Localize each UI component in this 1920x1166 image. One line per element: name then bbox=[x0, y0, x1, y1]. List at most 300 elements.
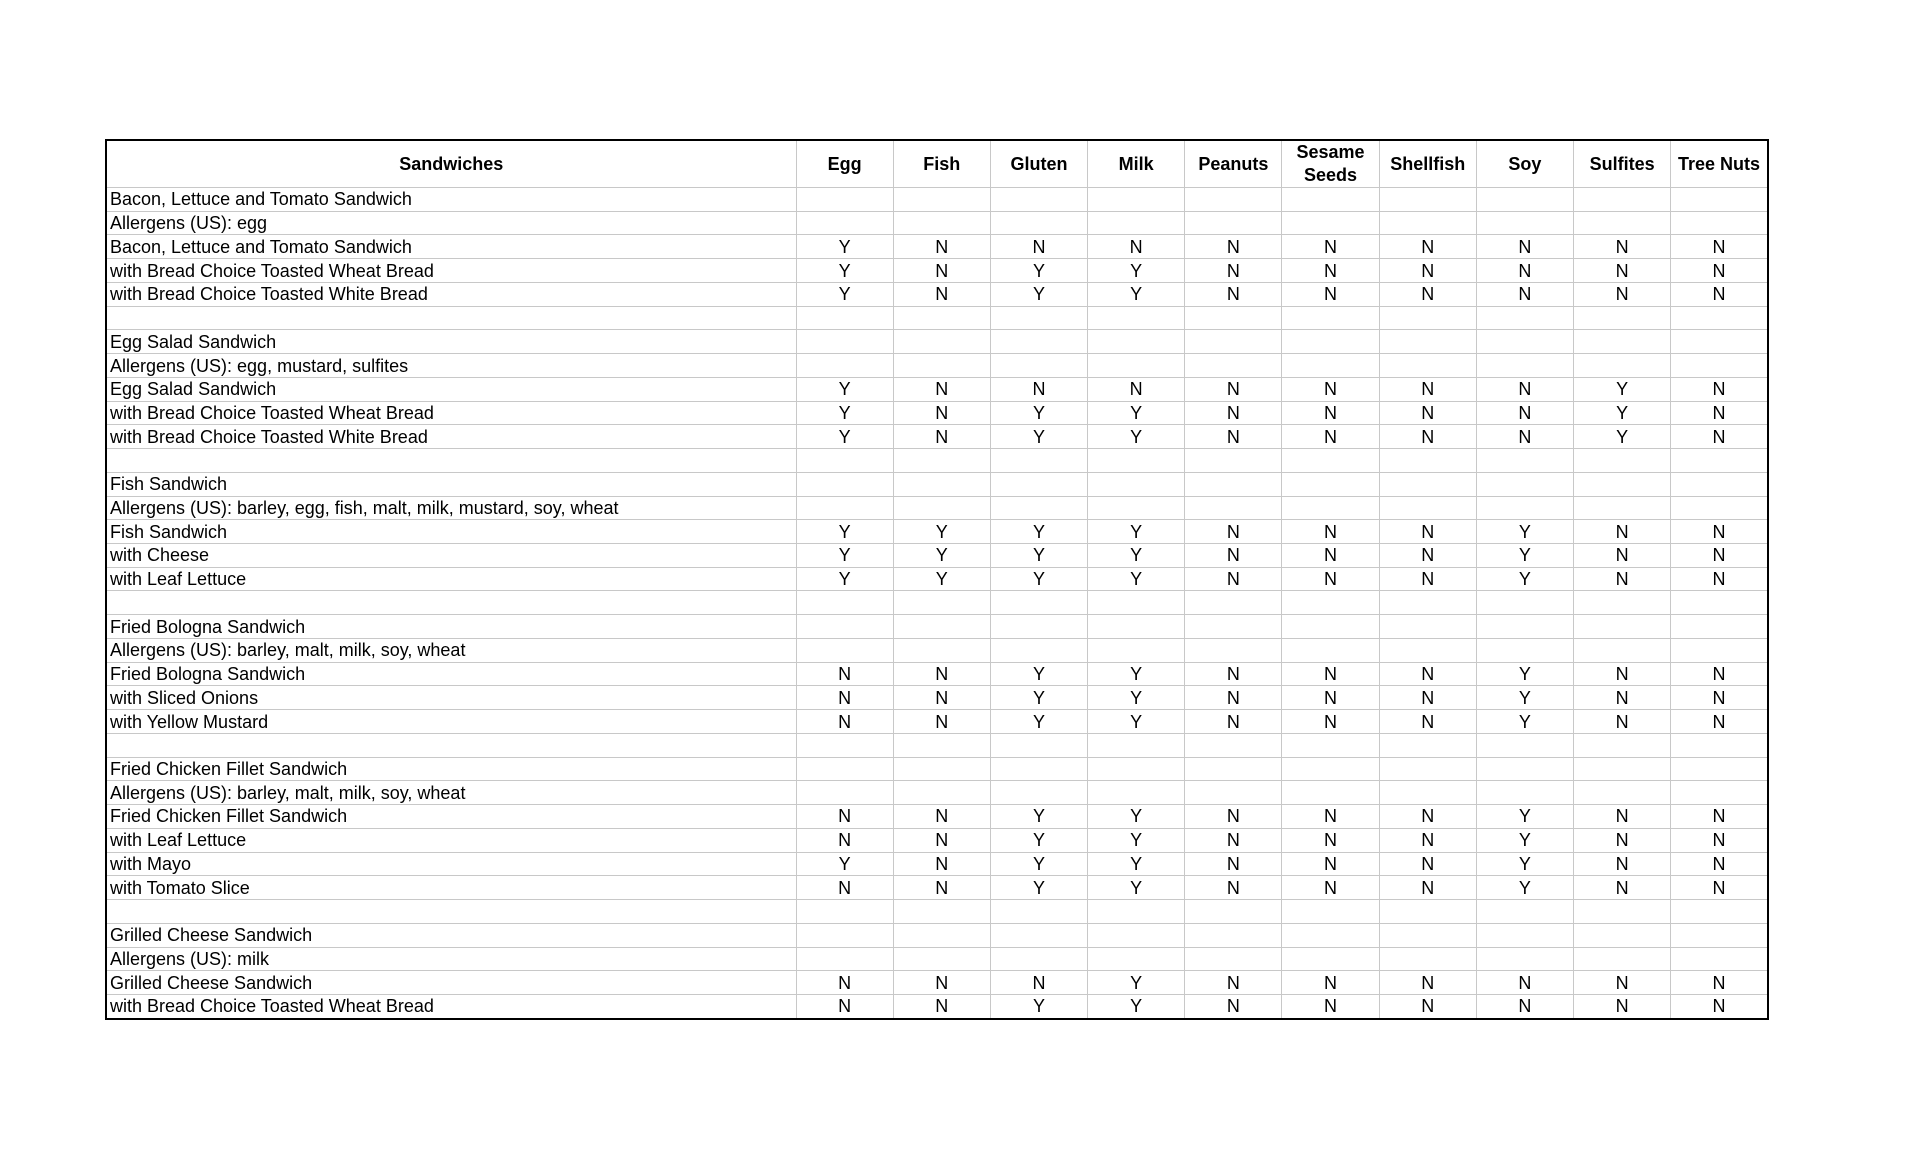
allergen-cell bbox=[796, 781, 893, 805]
allergen-cell bbox=[893, 188, 990, 212]
row-label: Fried Chicken Fillet Sandwich bbox=[106, 805, 796, 829]
column-header-sandwiches: Sandwiches bbox=[106, 140, 796, 188]
column-header-gluten: Gluten bbox=[990, 140, 1087, 188]
allergen-cell bbox=[1671, 638, 1768, 662]
allergen-cell bbox=[796, 591, 893, 615]
allergen-cell: N bbox=[1476, 282, 1573, 306]
allergen-cell: N bbox=[1476, 425, 1573, 449]
allergen-cell bbox=[990, 900, 1087, 924]
allergen-cell bbox=[1379, 330, 1476, 354]
table-row bbox=[106, 971, 1768, 995]
allergen-cell: N bbox=[1185, 401, 1282, 425]
allergen-cell: N bbox=[1379, 662, 1476, 686]
allergen-cell: N bbox=[893, 828, 990, 852]
allergen-cell bbox=[1476, 188, 1573, 212]
allergen-cell: N bbox=[1671, 805, 1768, 829]
allergen-cell: N bbox=[1671, 259, 1768, 283]
allergen-cell: N bbox=[1282, 710, 1379, 734]
allergen-cell: N bbox=[1476, 377, 1573, 401]
allergen-cell bbox=[1379, 923, 1476, 947]
allergen-cell: N bbox=[796, 686, 893, 710]
allergen-cell bbox=[1088, 923, 1185, 947]
allergen-cell: N bbox=[1379, 235, 1476, 259]
allergen-cell bbox=[1574, 781, 1671, 805]
allergen-cell bbox=[1088, 188, 1185, 212]
allergen-cell: N bbox=[796, 828, 893, 852]
allergen-cell: N bbox=[1282, 282, 1379, 306]
allergen-cell: N bbox=[1185, 710, 1282, 734]
allergen-cell bbox=[1671, 211, 1768, 235]
allergen-cell: Y bbox=[796, 377, 893, 401]
allergen-cell bbox=[893, 638, 990, 662]
allergen-cell bbox=[1476, 354, 1573, 378]
allergen-cell: N bbox=[1379, 971, 1476, 995]
allergen-cell: Y bbox=[990, 876, 1087, 900]
allergen-cell: N bbox=[1574, 710, 1671, 734]
allergen-cell bbox=[1185, 615, 1282, 639]
allergen-cell bbox=[796, 638, 893, 662]
allergen-cell bbox=[1574, 472, 1671, 496]
allergen-cell bbox=[1476, 733, 1573, 757]
allergen-cell bbox=[1185, 306, 1282, 330]
allergen-cell: Y bbox=[1088, 567, 1185, 591]
allergen-cell bbox=[990, 354, 1087, 378]
allergen-cell: N bbox=[1574, 662, 1671, 686]
allergen-cell bbox=[1185, 638, 1282, 662]
allergen-cell bbox=[1574, 900, 1671, 924]
allergen-cell bbox=[1379, 211, 1476, 235]
table-row bbox=[106, 828, 1768, 852]
allergen-cell bbox=[1282, 781, 1379, 805]
allergen-cell: Y bbox=[1574, 377, 1671, 401]
allergen-cell: Y bbox=[1088, 971, 1185, 995]
allergen-cell bbox=[990, 615, 1087, 639]
allergen-cell bbox=[1282, 615, 1379, 639]
allergen-cell: N bbox=[1671, 686, 1768, 710]
allergen-cell: N bbox=[1379, 401, 1476, 425]
allergen-cell: N bbox=[1671, 425, 1768, 449]
allergen-cell: N bbox=[1282, 235, 1379, 259]
allergen-cell: Y bbox=[1088, 994, 1185, 1019]
allergen-cell: N bbox=[893, 971, 990, 995]
allergen-cell bbox=[1574, 947, 1671, 971]
allergen-cell: N bbox=[1671, 544, 1768, 568]
allergen-cell bbox=[796, 472, 893, 496]
row-label: Fried Bologna Sandwich bbox=[106, 662, 796, 686]
allergen-cell: Y bbox=[990, 852, 1087, 876]
allergen-cell bbox=[1476, 923, 1573, 947]
allergen-cell: N bbox=[893, 686, 990, 710]
row-label: Allergens (US): egg bbox=[106, 211, 796, 235]
allergen-cell: N bbox=[893, 235, 990, 259]
allergen-cell bbox=[1671, 496, 1768, 520]
allergen-cell: N bbox=[1379, 282, 1476, 306]
allergen-cell bbox=[1185, 733, 1282, 757]
allergen-cell: N bbox=[1476, 971, 1573, 995]
allergen-cell: Y bbox=[796, 544, 893, 568]
allergen-cell: Y bbox=[1476, 662, 1573, 686]
allergen-cell: Y bbox=[990, 686, 1087, 710]
allergen-cell: Y bbox=[1476, 876, 1573, 900]
allergen-cell bbox=[1185, 900, 1282, 924]
row-label: with Bread Choice Toasted Wheat Bread bbox=[106, 259, 796, 283]
allergen-cell: N bbox=[1671, 235, 1768, 259]
allergen-cell bbox=[1671, 306, 1768, 330]
allergen-cell: N bbox=[1574, 876, 1671, 900]
row-label: Grilled Cheese Sandwich bbox=[106, 923, 796, 947]
allergen-cell bbox=[893, 591, 990, 615]
table-row bbox=[106, 282, 1768, 306]
allergen-cell bbox=[1185, 781, 1282, 805]
row-label bbox=[106, 733, 796, 757]
allergen-cell bbox=[1671, 354, 1768, 378]
allergen-cell bbox=[1476, 591, 1573, 615]
allergen-cell: N bbox=[1088, 235, 1185, 259]
table-row bbox=[106, 567, 1768, 591]
allergen-cell bbox=[893, 947, 990, 971]
allergen-cell: Y bbox=[990, 805, 1087, 829]
allergen-cell: Y bbox=[1476, 828, 1573, 852]
allergen-cell: N bbox=[1185, 662, 1282, 686]
allergen-cell: N bbox=[893, 876, 990, 900]
allergen-cell bbox=[1185, 211, 1282, 235]
allergen-cell: N bbox=[1282, 544, 1379, 568]
allergen-cell: Y bbox=[796, 520, 893, 544]
table-row bbox=[106, 544, 1768, 568]
table-row bbox=[106, 377, 1768, 401]
allergen-cell: Y bbox=[1476, 544, 1573, 568]
allergen-cell: N bbox=[1282, 994, 1379, 1019]
allergen-cell: Y bbox=[796, 235, 893, 259]
allergen-cell bbox=[1671, 330, 1768, 354]
allergen-cell bbox=[796, 900, 893, 924]
allergen-cell bbox=[1185, 330, 1282, 354]
allergen-cell: Y bbox=[1088, 686, 1185, 710]
allergen-cell: N bbox=[796, 971, 893, 995]
allergen-cell: N bbox=[1476, 235, 1573, 259]
allergen-cell bbox=[1671, 188, 1768, 212]
row-label: Egg Salad Sandwich bbox=[106, 330, 796, 354]
allergen-cell: N bbox=[1574, 852, 1671, 876]
allergen-cell bbox=[893, 306, 990, 330]
allergen-cell: Y bbox=[796, 425, 893, 449]
allergen-cell bbox=[990, 638, 1087, 662]
allergen-cell: N bbox=[1671, 852, 1768, 876]
allergen-cell: N bbox=[990, 971, 1087, 995]
allergen-cell: N bbox=[1671, 994, 1768, 1019]
allergen-cell bbox=[1088, 615, 1185, 639]
allergen-cell: Y bbox=[796, 852, 893, 876]
allergen-cell: N bbox=[990, 377, 1087, 401]
allergen-cell bbox=[990, 733, 1087, 757]
allergen-cell: N bbox=[1671, 567, 1768, 591]
row-label: Egg Salad Sandwich bbox=[106, 377, 796, 401]
allergen-cell bbox=[1379, 496, 1476, 520]
table-row bbox=[106, 662, 1768, 686]
allergen-cell bbox=[1671, 900, 1768, 924]
allergen-cell: Y bbox=[1476, 520, 1573, 544]
allergen-cell bbox=[1476, 900, 1573, 924]
allergen-cell: Y bbox=[990, 828, 1087, 852]
allergen-cell: N bbox=[796, 994, 893, 1019]
allergen-cell: Y bbox=[796, 282, 893, 306]
allergen-cell bbox=[1671, 615, 1768, 639]
allergen-cell: N bbox=[1574, 994, 1671, 1019]
allergen-cell bbox=[893, 757, 990, 781]
allergen-cell: Y bbox=[990, 401, 1087, 425]
allergen-cell: Y bbox=[796, 567, 893, 591]
allergen-cell bbox=[1185, 591, 1282, 615]
allergen-cell bbox=[1476, 781, 1573, 805]
row-label: with Sliced Onions bbox=[106, 686, 796, 710]
allergen-cell: Y bbox=[1088, 852, 1185, 876]
allergen-cell bbox=[796, 615, 893, 639]
row-label: Allergens (US): barley, egg, fish, malt, milk, mustard, soy, wheat bbox=[106, 496, 796, 520]
allergen-cell bbox=[990, 781, 1087, 805]
allergen-cell bbox=[1282, 638, 1379, 662]
allergen-cell: N bbox=[1671, 662, 1768, 686]
row-label: Allergens (US): barley, malt, milk, soy, wheat bbox=[106, 781, 796, 805]
allergen-cell: Y bbox=[1088, 259, 1185, 283]
allergen-cell bbox=[1185, 188, 1282, 212]
allergen-cell: N bbox=[796, 876, 893, 900]
allergen-cell: N bbox=[1185, 567, 1282, 591]
row-label: Fried Chicken Fillet Sandwich bbox=[106, 757, 796, 781]
table-row bbox=[106, 876, 1768, 900]
allergen-cell bbox=[1088, 354, 1185, 378]
allergen-cell bbox=[1088, 211, 1185, 235]
allergen-cell: Y bbox=[990, 662, 1087, 686]
allergen-cell: N bbox=[990, 235, 1087, 259]
allergen-cell: N bbox=[1282, 377, 1379, 401]
allergen-cell bbox=[1379, 306, 1476, 330]
table-body bbox=[106, 188, 1768, 1020]
allergen-cell: Y bbox=[990, 994, 1087, 1019]
allergen-cell bbox=[1574, 188, 1671, 212]
allergen-cell: Y bbox=[1088, 710, 1185, 734]
allergen-cell: N bbox=[1282, 852, 1379, 876]
table-row bbox=[106, 496, 1768, 520]
allergen-cell bbox=[1574, 615, 1671, 639]
table-row bbox=[106, 686, 1768, 710]
allergen-cell: N bbox=[1282, 805, 1379, 829]
allergen-cell bbox=[1185, 757, 1282, 781]
allergen-cell bbox=[1088, 496, 1185, 520]
column-header-milk: Milk bbox=[1088, 140, 1185, 188]
allergen-cell bbox=[990, 472, 1087, 496]
column-header-peanuts: Peanuts bbox=[1185, 140, 1282, 188]
allergen-cell bbox=[1671, 923, 1768, 947]
allergen-cell bbox=[1088, 591, 1185, 615]
table-row bbox=[106, 520, 1768, 544]
allergen-cell: N bbox=[1574, 828, 1671, 852]
allergen-cell bbox=[893, 615, 990, 639]
allergen-cell: N bbox=[1379, 852, 1476, 876]
allergen-cell: N bbox=[893, 282, 990, 306]
allergen-cell: N bbox=[1185, 852, 1282, 876]
row-label: with Bread Choice Toasted White Bread bbox=[106, 282, 796, 306]
allergen-cell bbox=[1185, 947, 1282, 971]
row-label: with Bread Choice Toasted Wheat Bread bbox=[106, 401, 796, 425]
allergen-cell: Y bbox=[990, 259, 1087, 283]
allergen-cell bbox=[1282, 947, 1379, 971]
table-row bbox=[106, 781, 1768, 805]
allergen-cell bbox=[1574, 449, 1671, 473]
allergen-cell: N bbox=[1379, 828, 1476, 852]
allergen-cell: Y bbox=[1088, 544, 1185, 568]
row-label: Bacon, Lettuce and Tomato Sandwich bbox=[106, 235, 796, 259]
allergen-cell: N bbox=[1379, 544, 1476, 568]
row-label bbox=[106, 306, 796, 330]
allergen-cell bbox=[893, 211, 990, 235]
allergen-cell bbox=[1088, 947, 1185, 971]
allergen-cell bbox=[1476, 757, 1573, 781]
allergen-cell bbox=[1379, 781, 1476, 805]
allergen-cell: N bbox=[893, 662, 990, 686]
allergen-cell: N bbox=[1671, 520, 1768, 544]
allergen-cell bbox=[1282, 330, 1379, 354]
allergen-cell bbox=[1185, 449, 1282, 473]
allergen-cell: N bbox=[1185, 282, 1282, 306]
allergen-cell bbox=[796, 188, 893, 212]
allergen-cell bbox=[1282, 733, 1379, 757]
allergen-cell: Y bbox=[796, 259, 893, 283]
allergen-cell bbox=[1476, 211, 1573, 235]
allergen-cell: N bbox=[1185, 805, 1282, 829]
allergen-cell: N bbox=[893, 994, 990, 1019]
table-row bbox=[106, 354, 1768, 378]
allergen-cell bbox=[1574, 638, 1671, 662]
allergen-cell: N bbox=[1379, 686, 1476, 710]
allergen-cell bbox=[1185, 496, 1282, 520]
column-header-sesame-seeds: Sesame Seeds bbox=[1282, 140, 1379, 188]
allergen-cell bbox=[1282, 757, 1379, 781]
row-label: with Bread Choice Toasted White Bread bbox=[106, 425, 796, 449]
allergen-cell bbox=[1282, 923, 1379, 947]
allergen-cell bbox=[1379, 188, 1476, 212]
allergen-cell bbox=[796, 923, 893, 947]
allergen-cell bbox=[893, 472, 990, 496]
row-label: with Leaf Lettuce bbox=[106, 828, 796, 852]
allergen-cell: Y bbox=[1088, 662, 1185, 686]
allergen-cell: Y bbox=[990, 425, 1087, 449]
table-row bbox=[106, 615, 1768, 639]
table-row bbox=[106, 330, 1768, 354]
allergen-cell: N bbox=[1379, 520, 1476, 544]
allergen-cell bbox=[796, 733, 893, 757]
allergen-cell: N bbox=[893, 710, 990, 734]
allergen-cell bbox=[796, 947, 893, 971]
allergen-cell: N bbox=[1476, 401, 1573, 425]
allergen-cell: N bbox=[1185, 876, 1282, 900]
allergen-cell: Y bbox=[1088, 876, 1185, 900]
allergen-cell bbox=[1476, 472, 1573, 496]
allergen-cell: N bbox=[1671, 876, 1768, 900]
allergen-cell: N bbox=[1379, 876, 1476, 900]
allergen-cell: N bbox=[1379, 805, 1476, 829]
allergen-cell bbox=[796, 211, 893, 235]
allergen-cell bbox=[1574, 733, 1671, 757]
allergen-cell bbox=[1088, 472, 1185, 496]
allergen-cell bbox=[990, 757, 1087, 781]
allergen-cell bbox=[1476, 330, 1573, 354]
allergen-cell: Y bbox=[990, 567, 1087, 591]
allergen-cell bbox=[1574, 757, 1671, 781]
table-row bbox=[106, 757, 1768, 781]
allergen-cell bbox=[990, 211, 1087, 235]
allergen-cell: N bbox=[1185, 259, 1282, 283]
table-row bbox=[106, 852, 1768, 876]
allergen-cell: Y bbox=[990, 520, 1087, 544]
allergen-cell bbox=[990, 496, 1087, 520]
allergen-cell bbox=[1282, 472, 1379, 496]
allergen-cell bbox=[1671, 733, 1768, 757]
allergen-cell: N bbox=[1574, 686, 1671, 710]
allergen-cell bbox=[1671, 449, 1768, 473]
allergen-cell bbox=[893, 733, 990, 757]
allergen-cell bbox=[1379, 449, 1476, 473]
allergen-cell: N bbox=[1476, 259, 1573, 283]
allergen-cell bbox=[796, 449, 893, 473]
allergen-cell bbox=[1379, 615, 1476, 639]
allergen-cell: N bbox=[1185, 828, 1282, 852]
row-label: with Mayo bbox=[106, 852, 796, 876]
allergen-cell bbox=[1476, 615, 1573, 639]
table-row bbox=[106, 259, 1768, 283]
row-label bbox=[106, 449, 796, 473]
allergen-cell: N bbox=[893, 401, 990, 425]
allergen-cell bbox=[796, 496, 893, 520]
allergen-cell: N bbox=[1574, 259, 1671, 283]
allergen-cell: Y bbox=[1088, 805, 1185, 829]
allergen-cell: N bbox=[1282, 425, 1379, 449]
allergen-cell: Y bbox=[1088, 282, 1185, 306]
row-label: with Cheese bbox=[106, 544, 796, 568]
header-row bbox=[106, 140, 1768, 188]
allergen-cell: N bbox=[1671, 377, 1768, 401]
allergen-cell bbox=[1088, 638, 1185, 662]
allergen-cell bbox=[990, 188, 1087, 212]
allergen-cell: N bbox=[1574, 971, 1671, 995]
allergen-cell bbox=[893, 354, 990, 378]
allergen-cell bbox=[1088, 900, 1185, 924]
row-label: Grilled Cheese Sandwich bbox=[106, 971, 796, 995]
column-header-egg: Egg bbox=[796, 140, 893, 188]
allergen-cell bbox=[796, 757, 893, 781]
allergen-cell: N bbox=[796, 805, 893, 829]
allergen-cell bbox=[1282, 354, 1379, 378]
table-row bbox=[106, 900, 1768, 924]
allergen-cell: N bbox=[1088, 377, 1185, 401]
allergen-cell: N bbox=[1185, 520, 1282, 544]
row-label: Allergens (US): barley, malt, milk, soy, wheat bbox=[106, 638, 796, 662]
allergen-cell bbox=[1379, 733, 1476, 757]
allergen-cell bbox=[893, 900, 990, 924]
allergen-cell: Y bbox=[1088, 425, 1185, 449]
allergen-cell bbox=[1476, 947, 1573, 971]
allergen-cell: N bbox=[1574, 544, 1671, 568]
row-label: Fried Bologna Sandwich bbox=[106, 615, 796, 639]
allergen-cell bbox=[1671, 757, 1768, 781]
row-label: Fish Sandwich bbox=[106, 472, 796, 496]
allergen-cell: N bbox=[1185, 971, 1282, 995]
allergen-cell bbox=[1379, 591, 1476, 615]
allergen-cell: N bbox=[1671, 971, 1768, 995]
allergen-cell: N bbox=[1379, 259, 1476, 283]
table-row bbox=[106, 923, 1768, 947]
allergen-cell bbox=[1574, 306, 1671, 330]
allergen-cell: N bbox=[1379, 567, 1476, 591]
